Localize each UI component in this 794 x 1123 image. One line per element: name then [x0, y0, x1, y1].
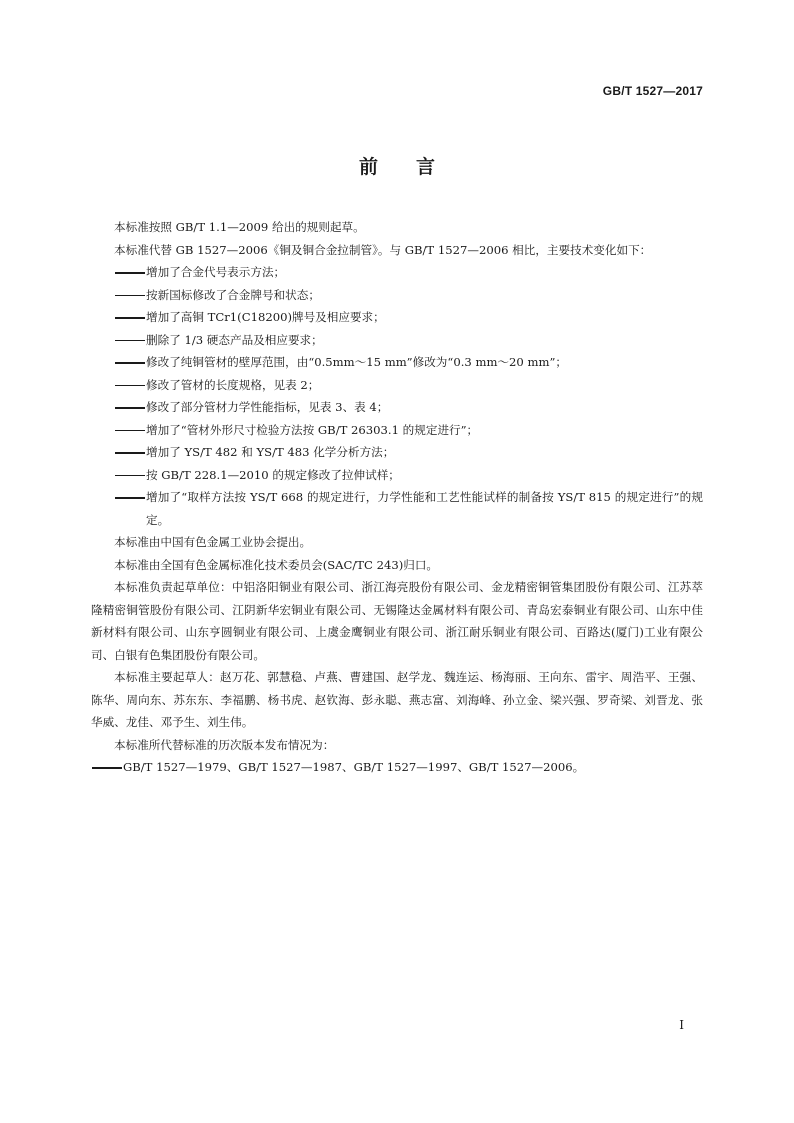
history-item: GB/T 1527—1979、GB/T 1527—1987、GB/T 1527—1997、GB/T 1527—2006。 [123, 760, 585, 774]
paragraph-drafting-units: 本标准负责起草单位：中铝洛阳铜业有限公司、浙江海亮股份有限公司、金龙精密铜管集团股份有限公司、江苏萃隆精密铜管股份有限公司、江阴新华宏铜业有限公司、无锡隆达金属材料有限公司、青岛宏泰铜业有限公司、山东中佳新材料有限公司、山东亨圆铜业有限公司、上虞金鹰铜业有限公司、浙江耐乐铜业有限公司、百路达(厦门)工业有限公司、白银有色集团股份有限公司。 [91, 580, 703, 662]
standard-code: GB/T 1527—2017 [602, 84, 703, 98]
paragraph-replacement: 本标准代替 GB 1527—2006《铜及铜合金拉制管》。与 GB/T 1527—2006 相比，主要技术变化如下： [114, 242, 652, 257]
paragraph-drafters: 本标准主要起草人：赵万花、郭慧稳、卢燕、曹建国、赵学龙、魏连运、杨海丽、王向东、雷宇、周浩平、王强、陈华、周向东、苏东东、李福鹏、杨书虎、赵钦海、彭永聪、燕志富、刘海峰、孙立金、梁兴强、罗奇梁、刘晋龙、张华威、龙佳、邓予生、刘生伟。 [91, 670, 703, 729]
page-title: 前言 [358, 156, 473, 178]
list-item: 增加了高铜 TCr1(C18200)牌号及相应要求； [146, 310, 385, 324]
paragraph-committee: 本标准由全国有色金属标准化技术委员会(SAC/TC 243)归口。 [114, 557, 439, 572]
list-item: 按 GB/T 228.1—2010 的规定修改了拉伸试样； [146, 467, 400, 482]
list-item: 增加了 YS/T 482 和 YS/T 483 化学分析方法； [146, 445, 395, 459]
list-item: 修改了管材的长度规格，见表 2； [146, 377, 320, 392]
changes-list [91, 261, 703, 531]
paragraph-history-intro: 本标准所代替标准的历次版本发布情况为： [114, 737, 335, 752]
list-item: 增加了“取样方法按 YS/T 668 的规定进行，力学性能和工艺性能试样的制备按 YS/T 815 的规定进行”的规定。 [146, 490, 703, 527]
paragraph-proposer: 本标准由中国有色金属工业协会提出。 [114, 535, 312, 549]
paragraph-drafting-rule: 本标准按照 GB/T 1.1—2009 给出的规则起草。 [114, 220, 365, 234]
list-item: 修改了部分管材力学性能指标，见表 3、表 4； [146, 400, 389, 414]
list-item: 按新国标修改了合金牌号和状态； [146, 287, 320, 302]
list-item: 修改了纯铜管材的壁厚范围，由“0.5mm～15 mm”修改为“0.3 mm～20 mm”； [146, 355, 567, 369]
page-number: I [679, 1018, 684, 1032]
list-item: 增加了“管材外形尺寸检验方法按 GB/T 26303.1 的规定进行”； [146, 422, 479, 437]
document-body [91, 216, 703, 779]
list-item: 删除了 1/3 硬态产品及相应要求； [146, 332, 323, 347]
list-item: 增加了合金代号表示方法； [146, 265, 286, 279]
